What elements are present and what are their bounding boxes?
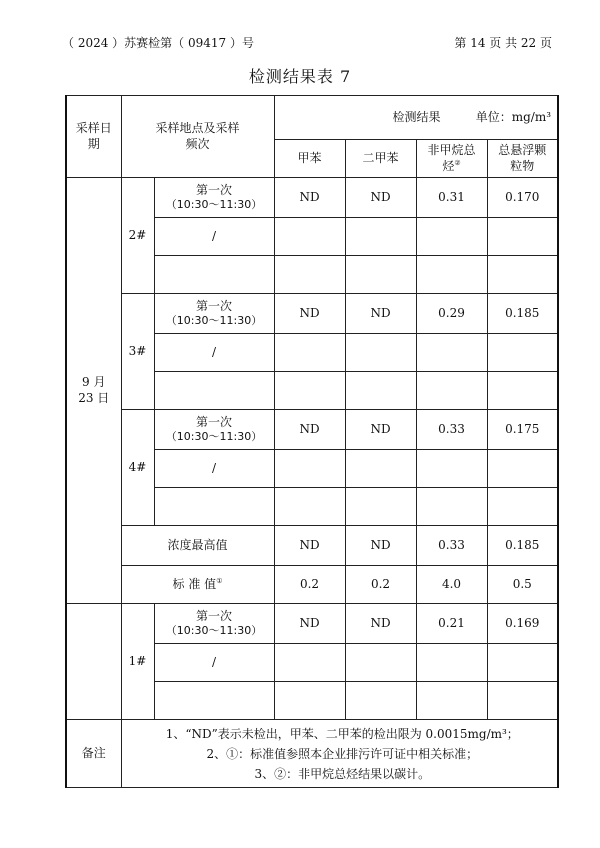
freq-time: （10:30～11:30） bbox=[165, 314, 263, 328]
max-value: ND bbox=[345, 526, 416, 566]
param-toluene: 甲苯 bbox=[274, 140, 345, 178]
empty-cell bbox=[154, 488, 274, 526]
standard-label: 标 准 值 bbox=[172, 576, 217, 591]
page-info: 第 14 页 共 22 页 bbox=[454, 36, 552, 50]
freq-label: 第一次 bbox=[196, 608, 233, 623]
date-day: 23 日 bbox=[78, 390, 110, 405]
empty-cell bbox=[487, 256, 558, 294]
empty-cell bbox=[345, 256, 416, 294]
standard-value: 4.0 bbox=[416, 566, 487, 604]
note-line: 1、“ND”表示未检出，甲苯、二甲苯的检出限为 0.0015mg/m³； bbox=[165, 726, 519, 741]
note-line: 3、②：非甲烷总烃结果以碳计。 bbox=[254, 766, 431, 781]
empty-cell bbox=[154, 372, 274, 410]
freq-placeholder: / bbox=[154, 218, 274, 256]
standard-cell bbox=[121, 566, 274, 604]
standard-value: 0.2 bbox=[274, 566, 345, 604]
empty-cell bbox=[416, 450, 487, 488]
value-cell: 0.169 bbox=[487, 604, 558, 644]
value-cell: ND bbox=[274, 294, 345, 334]
empty-cell bbox=[416, 334, 487, 372]
empty-cell bbox=[487, 450, 558, 488]
empty-cell bbox=[416, 488, 487, 526]
value-cell: 0.21 bbox=[416, 604, 487, 644]
empty-cell bbox=[274, 488, 345, 526]
freq-time: （10:30～11:30） bbox=[165, 430, 263, 444]
freq-placeholder: / bbox=[154, 334, 274, 372]
freq-cell bbox=[154, 604, 274, 644]
max-value: ND bbox=[274, 526, 345, 566]
value-cell: ND bbox=[274, 410, 345, 450]
value-cell: 0.33 bbox=[416, 410, 487, 450]
sampling-date-cell bbox=[66, 178, 121, 604]
notes-label: 备注 bbox=[66, 720, 121, 788]
empty-cell bbox=[274, 682, 345, 720]
empty-cell bbox=[345, 488, 416, 526]
empty-cell bbox=[487, 218, 558, 256]
freq-label: 第一次 bbox=[196, 414, 233, 429]
empty-cell bbox=[487, 372, 558, 410]
header-sampling-site: 采样地点及采样频次 bbox=[121, 96, 274, 178]
freq-cell bbox=[154, 294, 274, 334]
value-cell: 0.170 bbox=[487, 178, 558, 218]
empty-cell bbox=[274, 218, 345, 256]
freq-cell bbox=[154, 178, 274, 218]
value-cell: ND bbox=[345, 604, 416, 644]
value-cell: ND bbox=[274, 178, 345, 218]
value-cell: ND bbox=[345, 410, 416, 450]
max-label: 浓度最高值 bbox=[121, 526, 274, 566]
empty-cell bbox=[345, 450, 416, 488]
empty-cell bbox=[416, 682, 487, 720]
freq-label: 第一次 bbox=[196, 298, 233, 313]
empty-cell bbox=[416, 218, 487, 256]
empty-cell bbox=[345, 218, 416, 256]
empty-cell bbox=[274, 334, 345, 372]
empty-cell bbox=[274, 644, 345, 682]
empty-cell bbox=[345, 644, 416, 682]
note-line: 2、①：标准值参照本企业排污许可证中相关标准； bbox=[206, 746, 479, 761]
empty-cell bbox=[487, 488, 558, 526]
site-label: 3# bbox=[121, 294, 154, 410]
param-xylene: 二甲苯 bbox=[345, 140, 416, 178]
empty-cell bbox=[274, 256, 345, 294]
header-results-cell bbox=[274, 96, 558, 140]
value-cell: ND bbox=[274, 604, 345, 644]
empty-cell bbox=[416, 256, 487, 294]
freq-time: （10:30～11:30） bbox=[165, 624, 263, 638]
empty-cell bbox=[416, 644, 487, 682]
results-table bbox=[65, 95, 559, 788]
param-nmhc-label: 非甲烷总烃 bbox=[427, 142, 476, 173]
header-unit: 单位：mg/m³ bbox=[475, 109, 552, 124]
site-label: 4# bbox=[121, 410, 154, 526]
value-cell: 0.31 bbox=[416, 178, 487, 218]
table-title: 检测结果表 7 bbox=[248, 67, 352, 86]
freq-time: （10:30～11:30） bbox=[165, 198, 263, 212]
param-nmhc-mark: ② bbox=[454, 158, 461, 167]
standard-value: 0.2 bbox=[345, 566, 416, 604]
notes-cell bbox=[121, 720, 558, 788]
header-results: 检测结果 bbox=[392, 109, 441, 124]
empty-cell bbox=[274, 372, 345, 410]
freq-label: 第一次 bbox=[196, 182, 233, 197]
value-cell: ND bbox=[345, 178, 416, 218]
standard-mark: ① bbox=[216, 576, 223, 585]
empty-cell bbox=[154, 682, 274, 720]
param-tsp: 总悬浮颗粒物 bbox=[487, 140, 558, 178]
date-month: 9 月 bbox=[82, 374, 106, 389]
empty-cell bbox=[345, 334, 416, 372]
empty-cell bbox=[487, 334, 558, 372]
empty-cell bbox=[345, 372, 416, 410]
freq-placeholder: / bbox=[154, 450, 274, 488]
empty-cell bbox=[487, 644, 558, 682]
value-cell: 0.185 bbox=[487, 294, 558, 334]
max-value: 0.185 bbox=[487, 526, 558, 566]
empty-cell bbox=[345, 682, 416, 720]
empty-cell bbox=[416, 372, 487, 410]
freq-cell bbox=[154, 410, 274, 450]
site-label: 2# bbox=[121, 178, 154, 294]
empty-cell bbox=[154, 256, 274, 294]
value-cell: 0.29 bbox=[416, 294, 487, 334]
report-number: （ 2024 ）苏赛检第（ 09417 ）号 bbox=[62, 36, 254, 50]
standard-value: 0.5 bbox=[487, 566, 558, 604]
site-label: 1# bbox=[121, 604, 154, 720]
empty-date-cell bbox=[66, 604, 121, 720]
empty-cell bbox=[274, 450, 345, 488]
freq-placeholder: / bbox=[154, 644, 274, 682]
param-nmhc bbox=[416, 140, 487, 178]
value-cell: ND bbox=[345, 294, 416, 334]
max-value: 0.33 bbox=[416, 526, 487, 566]
empty-cell bbox=[487, 682, 558, 720]
value-cell: 0.175 bbox=[487, 410, 558, 450]
header-sampling-date: 采样日期 bbox=[66, 96, 121, 178]
